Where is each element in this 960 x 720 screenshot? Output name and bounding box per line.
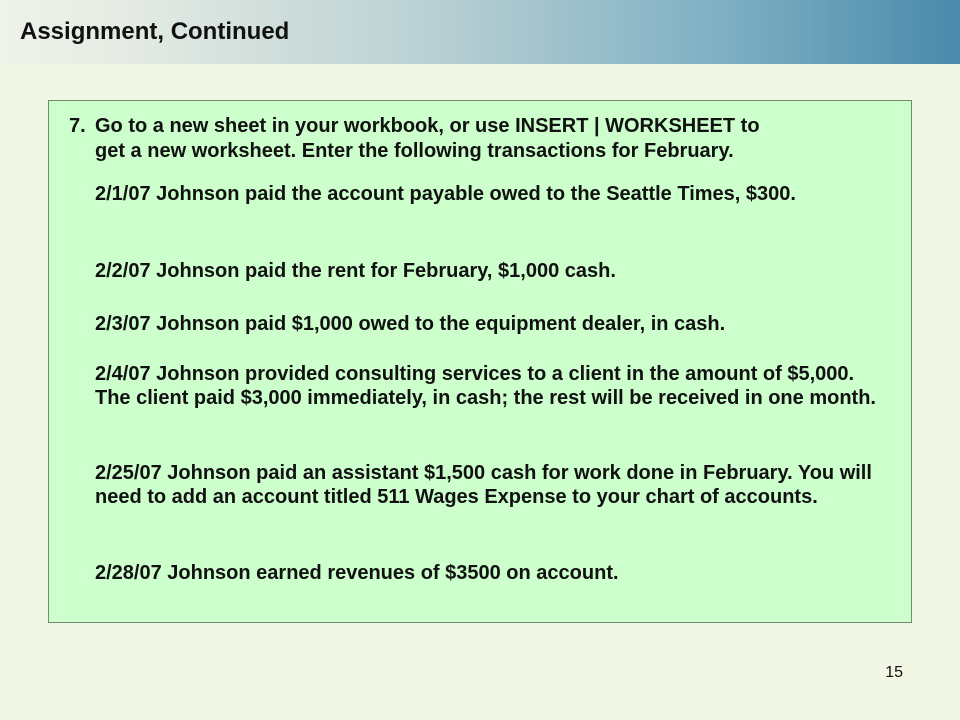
instruction-line-2: get a new worksheet. Enter the following transactions for February.: [95, 140, 734, 162]
transaction-item: 2/3/07 Johnson paid $1,000 owed to the equipment dealer, in cash.: [95, 313, 726, 335]
slide-title: Assignment, Continued: [20, 18, 290, 45]
transaction-item: 2/4/07 Johnson provided consulting services to a client in the amount of $5,000. The client paid $3,000 immediately, in cash; the rest will be received in one month.: [95, 363, 876, 409]
transaction-item: 2/1/07 Johnson paid the account payable owed to the Seattle Times, $300.: [95, 183, 796, 205]
transaction-item: 2/28/07 Johnson earned revenues of $3500 on account.: [95, 562, 619, 584]
instruction-line-1: Go to a new sheet in your workbook, or use INSERT | WORKSHEET to: [95, 115, 760, 137]
transaction-item: 2/2/07 Johnson paid the rent for February, $1,000 cash.: [95, 260, 616, 282]
page-number: 15: [885, 664, 903, 681]
transaction-item: 2/25/07 Johnson paid an assistant $1,500 cash for work done in February. You will need to add an account titled 511 Wages Expense to your chart of accounts.: [95, 462, 872, 508]
instruction-number: 7.: [69, 115, 86, 137]
instruction-item: [69, 114, 899, 164]
